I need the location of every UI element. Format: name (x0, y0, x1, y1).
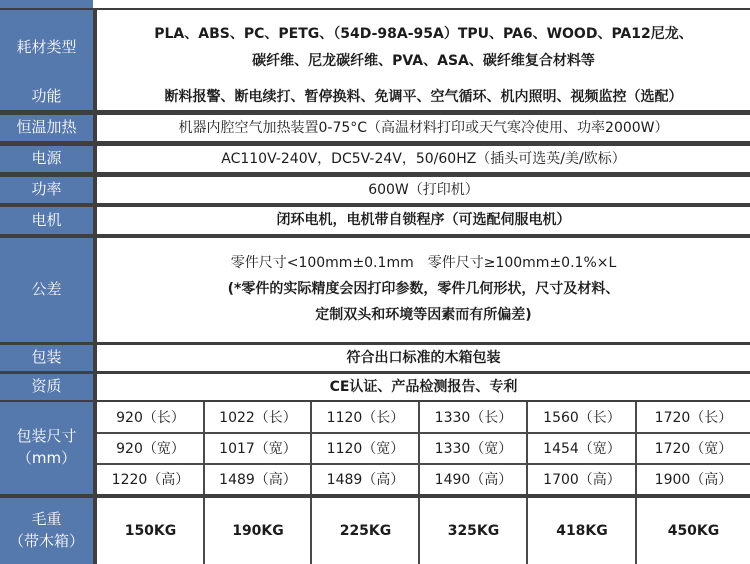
package-size-length-cell: 1022（长） (205, 402, 311, 432)
row-materials (0, 10, 750, 85)
tolerance-value (97, 238, 750, 342)
certification-label: 资质 (0, 374, 93, 400)
grid-divider (526, 498, 528, 564)
row-certification (0, 374, 750, 400)
gross-weight-label-line-2: （带木箱） (8, 532, 84, 550)
materials-value (97, 10, 750, 85)
motor-value: 闭环电机，电机带自锁程序（可选配伺服电机） (97, 207, 750, 234)
package-size-width-cell: 1120（宽） (312, 433, 419, 463)
packaging-label: 包装 (0, 345, 93, 371)
wattage-label: 功率 (0, 177, 93, 203)
grid-divider (203, 498, 205, 564)
package-size-height-cell: 1489（高） (312, 464, 419, 494)
gross-weight-cell: 150KG (97, 498, 204, 564)
package-size-width-cell: 1330（宽） (420, 433, 527, 463)
row-heating (0, 115, 750, 141)
package-size-width-cell: 920（宽） (97, 433, 204, 463)
package-size-length-cell: 1560（长） (528, 402, 636, 432)
package-size-label-line-2: （mm） (16, 449, 77, 467)
grid-divider (310, 498, 312, 564)
grid-divider (310, 402, 312, 494)
package-size-width-cell: 1454（宽） (528, 433, 636, 463)
row-package-size (0, 402, 750, 494)
grid-divider (418, 402, 420, 494)
gross-weight-cell: 325KG (420, 498, 527, 564)
packaging-value: 符合出口标准的木箱包装 (97, 345, 750, 371)
package-size-height-cell: 1489（高） (205, 464, 311, 494)
row-wattage (0, 177, 750, 203)
package-size-grid (97, 402, 750, 494)
power-label: 电源 (0, 146, 93, 172)
heating-value: 机器内腔空气加热装置0-75°C（高温材料打印或天气寒冷使用、功率2000W） (97, 115, 750, 141)
functions-label: 功能 (0, 84, 93, 110)
grid-divider (635, 498, 637, 564)
gross-weight-cell: 225KG (312, 498, 419, 564)
heating-label: 恒温加热 (0, 115, 93, 141)
package-size-length-cell: 1720（长） (637, 402, 750, 432)
gross-weight-label (0, 498, 93, 564)
power-value: AC110V-240V，DC5V-24V，50/60HZ（插头可选英/美/欧标） (97, 146, 750, 172)
row-tolerance (0, 238, 750, 342)
tolerance-line-3: 定制双头和环境等因素而有所偏差) (315, 306, 532, 323)
package-size-height-cell: 1700（高） (528, 464, 636, 494)
grid-divider (635, 402, 637, 494)
tolerance-label: 公差 (0, 238, 93, 342)
row-functions (0, 84, 750, 110)
grid-divider (97, 432, 750, 434)
grid-divider (97, 463, 750, 465)
materials-line-1: PLA、ABS、PC、PETG、（54D-98A-95A）TPU、PA6、WOOD、PA12尼龙、 (154, 25, 693, 42)
gross-weight-cell: 450KG (637, 498, 750, 564)
top-edge-strip (0, 0, 750, 8)
gross-weight-grid (97, 498, 750, 564)
gross-weight-cell: 418KG (528, 498, 636, 564)
tolerance-line-1: 零件尺寸<100mm±0.1mm 零件尺寸≥100mm±0.1%×L (230, 255, 617, 272)
package-size-label-line-1: 包装尺寸 (16, 427, 77, 446)
package-size-length-cell: 920（长） (97, 402, 204, 432)
row-motor (0, 207, 750, 234)
functions-value: 断料报警、断电续打、暂停换料、免调平、空气循环、机内照明、视频监控（选配） (97, 84, 750, 110)
grid-divider (418, 498, 420, 564)
top-edge-label-strip (0, 0, 93, 8)
tolerance-line-2: (*零件的实际精度会因打印参数，零件几何形状，尺寸及材料、 (227, 281, 620, 298)
materials-label: 耗材类型 (0, 10, 93, 85)
package-size-width-cell: 1720（宽） (637, 433, 750, 463)
grid-divider (526, 402, 528, 494)
package-size-length-cell: 1330（长） (420, 402, 527, 432)
package-size-height-cell: 1900（高） (637, 464, 750, 494)
row-gross-weight (0, 498, 750, 564)
package-size-height-cell: 1490（高） (420, 464, 527, 494)
package-size-width-cell: 1017（宽） (205, 433, 311, 463)
row-power (0, 146, 750, 172)
row-packaging (0, 345, 750, 371)
package-size-label (0, 402, 93, 494)
gross-weight-cell: 190KG (205, 498, 311, 564)
materials-line-2: 碳纤维、尼龙碳纤维、PVA、ASA、碳纤维复合材料等 (252, 52, 595, 69)
grid-divider (203, 402, 205, 494)
package-size-height-cell: 1220（高） (97, 464, 204, 494)
certification-value: CE认证、产品检测报告、专利 (97, 374, 750, 400)
wattage-value: 600W（打印机） (97, 177, 750, 203)
gross-weight-label-line-1: 毛重 (31, 510, 62, 529)
package-size-length-cell: 1120（长） (312, 402, 419, 432)
motor-label: 电机 (0, 207, 93, 234)
